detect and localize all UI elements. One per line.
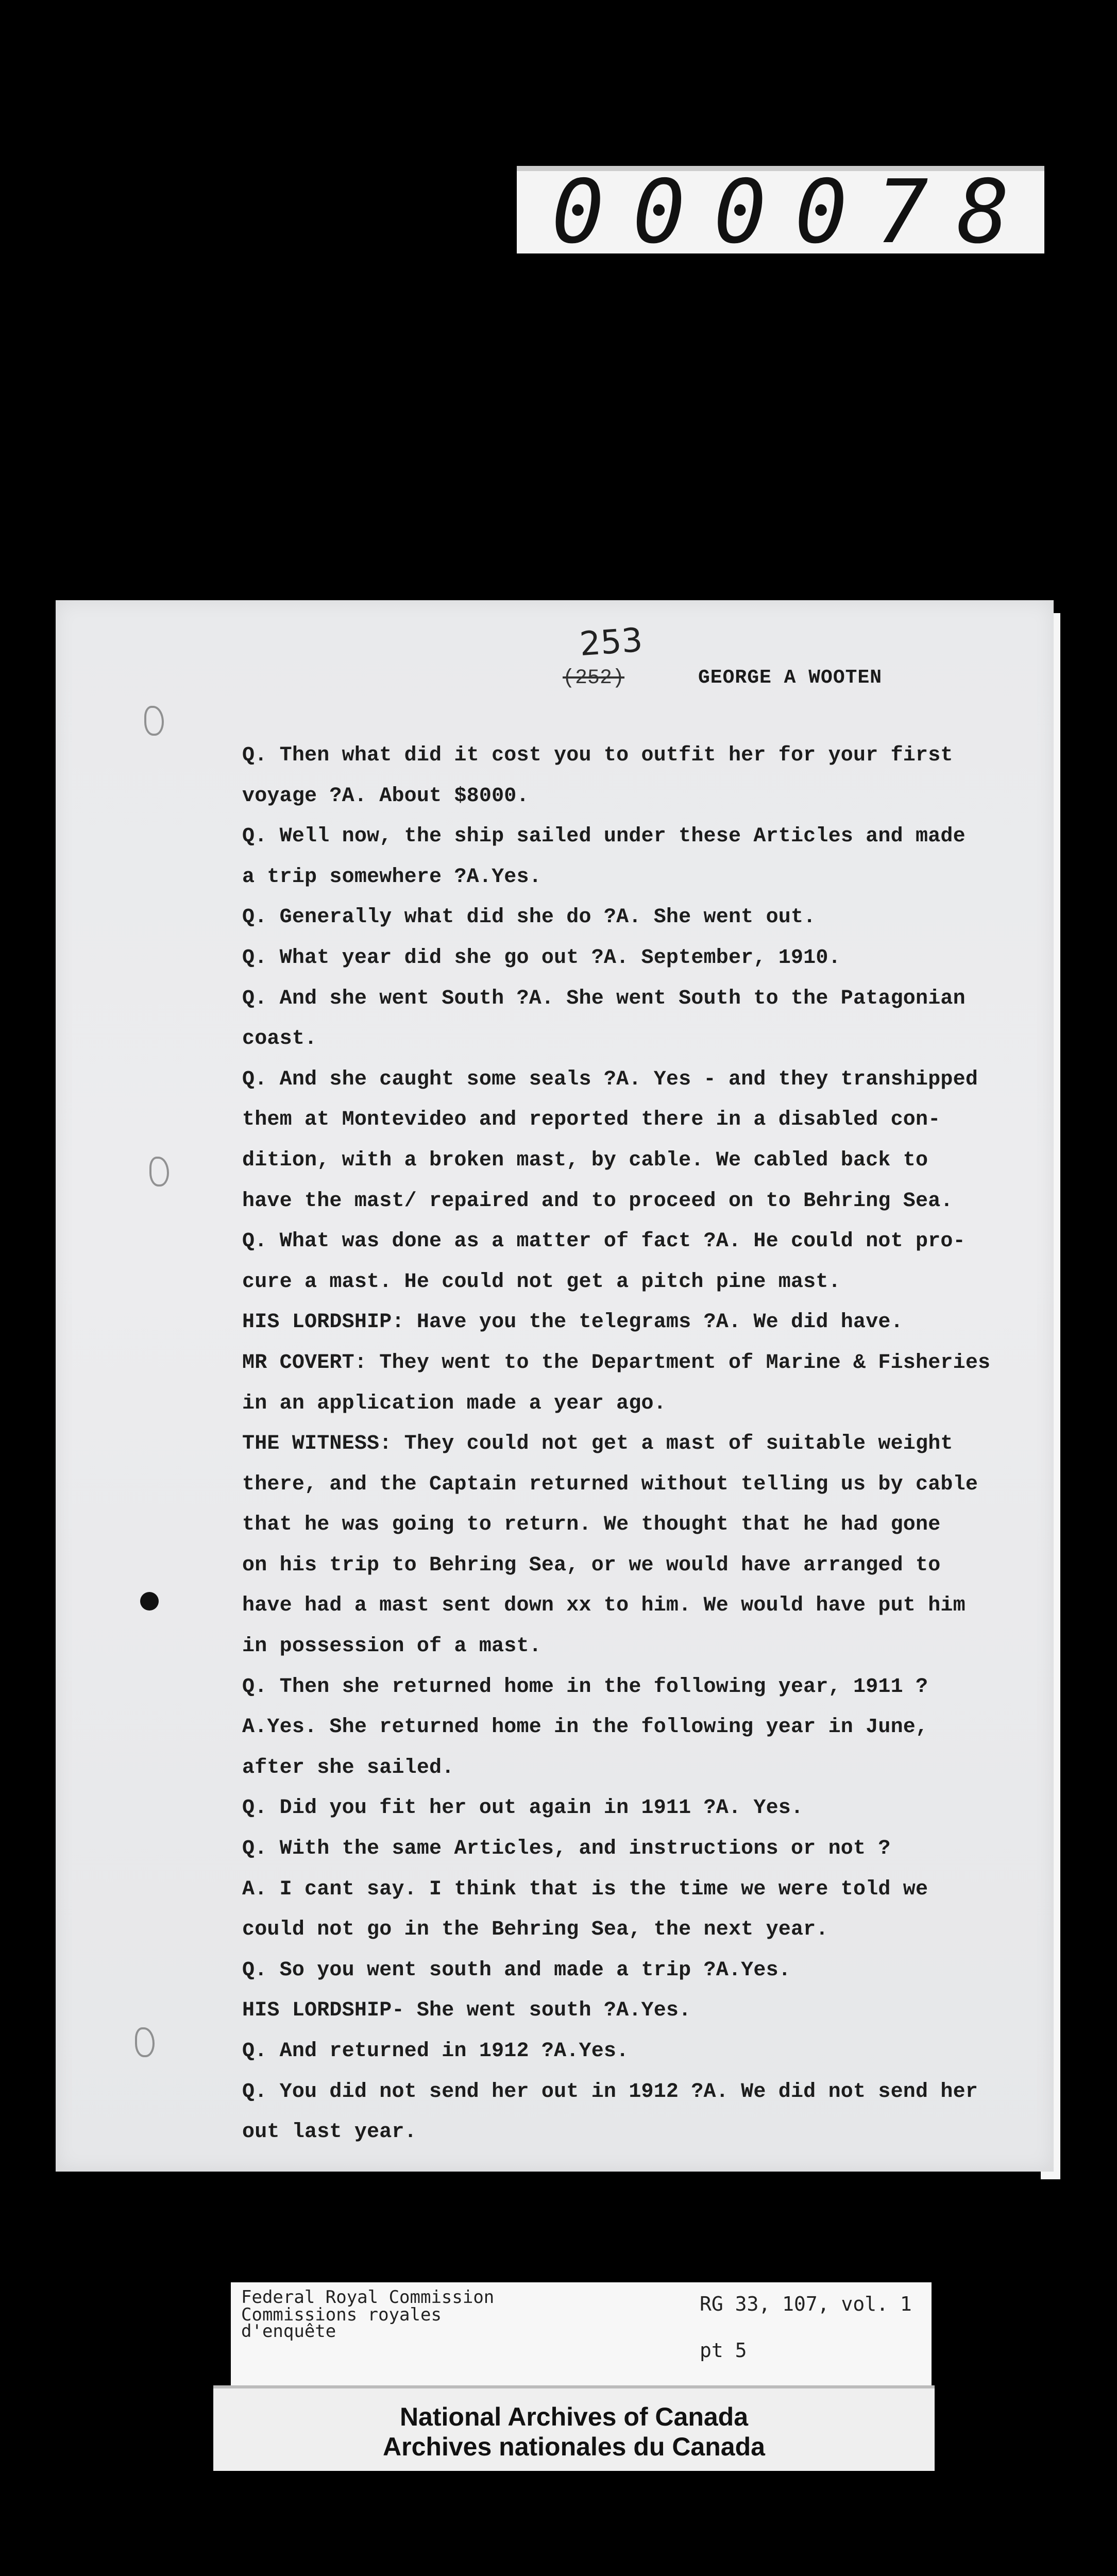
transcript-line: after she sailed. [242, 1756, 454, 1780]
transcript-line: Q. What year did she go out ?A. September, 1910. [242, 946, 841, 970]
frame-digit: 0 [551, 161, 604, 263]
transcript-line: Q. Well now, the ship sailed under these Articles and made [242, 825, 966, 849]
witness-header: GEORGE A WOOTEN [698, 667, 883, 689]
struck-page-number: (252) [563, 667, 625, 690]
transcript-line: HIS LORDSHIP- She went south ?A.Yes. [242, 1999, 691, 2023]
transcript-line: Q. Did you fit her out again in 1911 ?A. Yes. [242, 1797, 804, 1820]
transcript-line: Q. Then what did it cost you to outfit her for your first [242, 744, 953, 767]
transcript-line: coast. [242, 1027, 317, 1051]
transcript-line: Q. So you went south and made a trip ?A.Yes. [242, 1958, 791, 1982]
punch-hole [140, 1592, 159, 1611]
transcript-line: have the mast/ repaired and to proceed on to Behring Sea. [242, 1189, 953, 1213]
transcript-line: Q. Then she returned home in the following year, 1911 ? [242, 1675, 928, 1699]
frame-digit: 0 [794, 161, 848, 263]
part-number: pt 5 [700, 2339, 747, 2362]
archives-name-fr: Archives nationales du Canada [383, 2432, 765, 2461]
transcript-line: Q. And she caught some seals ?A. Yes - and they transhipped [242, 1067, 978, 1091]
frame-digit: 8 [957, 161, 1010, 263]
record-group-reference: RG 33, 107, vol. 1 [700, 2293, 912, 2315]
transcript-line: Q. And she went South ?A. She went South to the Patagonian [242, 987, 966, 1010]
archives-name-en: National Archives of Canada [399, 2402, 749, 2431]
transcript-line: Q. You did not send her out in 1912 ?A. We did not send her [242, 2080, 978, 2104]
transcript-line: cure a mast. He could not get a pitch pine mast. [242, 1270, 841, 1294]
transcript-line: THE WITNESS: They could not get a mast of suitable weight [242, 1432, 953, 1456]
transcript-text [242, 736, 991, 2153]
transcript-line: there, and the Captain returned without telling us by cable [242, 1472, 978, 1496]
transcript-line: a trip somewhere ?A.Yes. [242, 865, 541, 889]
transcript-line: that he was going to return. We thought that he had gone [242, 1513, 941, 1537]
transcript-line: dition, with a broken mast, by cable. We cabled back to [242, 1148, 928, 1172]
frame-digit: 0 [714, 161, 767, 263]
transcript-line: MR COVERT: They went to the Department of Marine & Fisheries [242, 1351, 991, 1375]
transcript-line: Q. And returned in 1912 ?A.Yes. [242, 2040, 629, 2063]
transcript-line: A. I cant say. I think that is the time we were told we [242, 1877, 928, 1901]
transcript-line: Q. What was done as a matter of fact ?A. He could not pro- [242, 1230, 966, 1253]
commission-name-fr: Commissions royales [241, 2304, 442, 2325]
transcript-line: on his trip to Behring Sea, or we would have arranged to [242, 1553, 941, 1577]
commission-name-en: Federal Royal Commission [241, 2287, 495, 2308]
transcript-line: HIS LORDSHIP: Have you the telegrams ?A. We did have. [242, 1311, 903, 1334]
archives-label [213, 2385, 935, 2471]
transcript-line: Q. With the same Articles, and instructions or not ? [242, 1837, 891, 1861]
frame-digit: 0 [632, 161, 686, 263]
frame-digit: 7 [875, 161, 929, 263]
transcript-line: could not go in the Behring Sea, the next year. [242, 1918, 828, 1942]
transcript-line: have had a mast sent down xx to him. We would have put him [242, 1594, 966, 1618]
transcript-line: Q. Generally what did she do ?A. She went out. [242, 906, 816, 929]
frame-number-strip [517, 161, 1044, 263]
transcript-line: in an application made a year ago. [242, 1392, 666, 1415]
transcript-line: them at Montevideo and reported there in a disabled con- [242, 1108, 941, 1132]
transcript-line: out last year. [242, 2121, 417, 2144]
transcript-line: voyage ?A. About $8000. [242, 784, 529, 808]
commission-label [231, 2282, 932, 2388]
handwritten-page-number: 253 [578, 621, 644, 664]
commission-name-fr-cont: d'enquête [241, 2321, 336, 2342]
transcript-line: A.Yes. She returned home in the following year in June, [242, 1716, 928, 1739]
transcript-line: in possession of a mast. [242, 1635, 541, 1658]
